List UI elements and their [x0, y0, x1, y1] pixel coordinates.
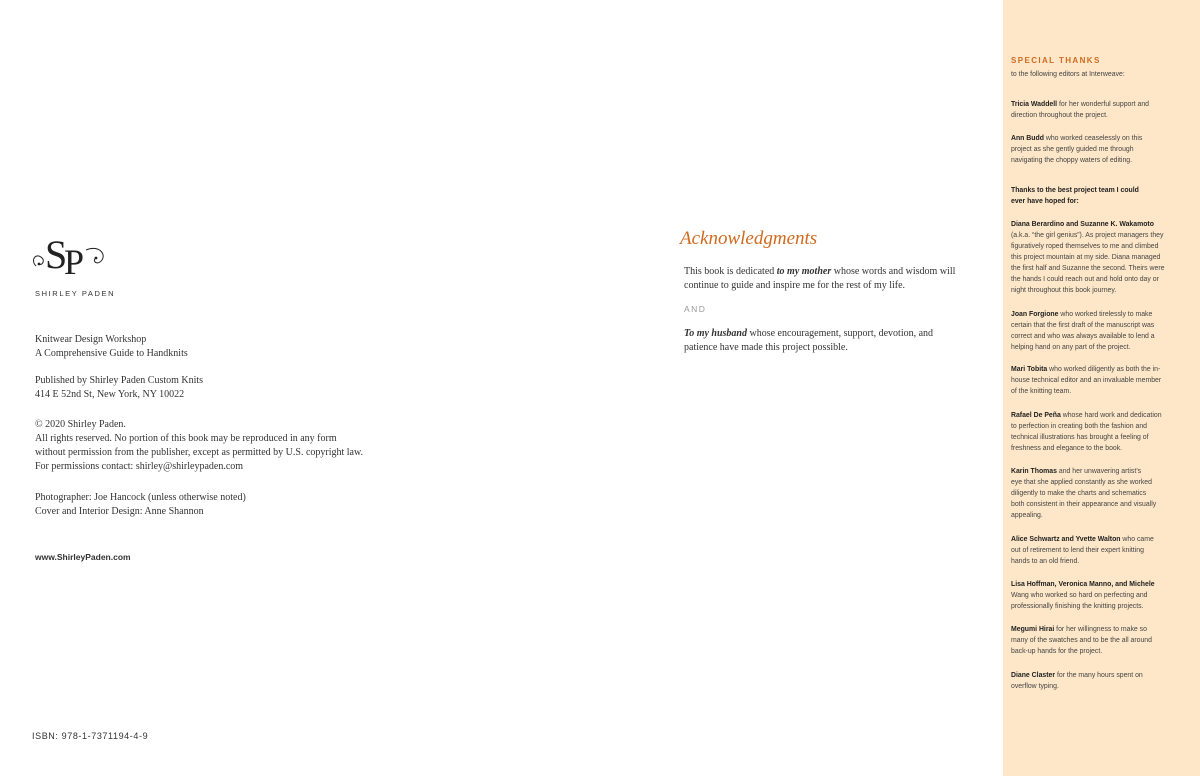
thanks-text: figuratively roped themselves to me and climbed: [1011, 243, 1159, 250]
thanks-name: Joan Forgione: [1011, 311, 1059, 318]
dedication-mother-post: whose words and wisdom will: [831, 266, 956, 277]
thanks-entry-alice-yvette: [1011, 534, 1197, 567]
thanks-entry-diana-suzanne: [1011, 219, 1197, 296]
thanks-entry-rafael: [1011, 410, 1197, 454]
thanks-name: Megumi Hirai: [1011, 626, 1055, 633]
thanks-text: of the knitting team.: [1011, 388, 1072, 395]
logo-name: SHIRLEY PADEN: [35, 289, 116, 298]
thanks-text: Wang who worked so hard on perfecting and: [1011, 592, 1148, 599]
thanks-text: back-up hands for the project.: [1011, 648, 1103, 655]
thanks-text: many of the swatches and to be the all around: [1011, 637, 1152, 644]
thanks-name: Diane Claster: [1011, 672, 1056, 679]
design-credit: Cover and Interior Design: Anne Shannon: [35, 506, 204, 517]
thanks-text: out of retirement to lend their expert knitting: [1011, 547, 1144, 554]
thanks-text: who worked ceaselessly on this: [1043, 135, 1143, 142]
website-link[interactable]: www.ShirleyPaden.com: [35, 552, 131, 562]
copyright-block: [35, 418, 363, 474]
dedication-husband: [684, 327, 933, 355]
thanks-text: eye that she applied constantly as she worked: [1011, 479, 1152, 486]
thanks-entry-diane: [1011, 670, 1197, 692]
thanks-text: navigating the choppy waters of editing.: [1011, 157, 1133, 164]
isbn: ISBN: 978-1-7371194-4-9: [32, 731, 149, 741]
thanks-text: who came: [1120, 536, 1154, 543]
book-subtitle: A Comprehensive Guide to Handknits: [35, 348, 188, 359]
thanks-name: Rafael De Peña: [1011, 412, 1061, 419]
dedication-mother-line2: continue to guide and inspire me for the rest of my life.: [684, 280, 906, 291]
sp-monogram-icon: [30, 230, 110, 282]
thanks-entry-joan: [1011, 309, 1197, 353]
thanks-text: appealing.: [1011, 512, 1043, 519]
publisher: Published by Shirley Paden Custom Knits: [35, 375, 204, 386]
thanks-text: direction throughout the project.: [1011, 112, 1108, 119]
thanks-text: technical illustrations has brought a feeling of: [1011, 434, 1149, 441]
thanks-text: and her unwavering artist’s: [1056, 468, 1142, 475]
dedication-husband-line2: patience have made this project possible.: [684, 342, 848, 353]
thanks-text: for her willingness to make so: [1054, 626, 1147, 633]
thanks-text: whose hard work and dedication: [1060, 412, 1162, 419]
address: 414 E 52nd St, New York, NY 10022: [35, 389, 185, 400]
dedication-mother: [684, 265, 955, 293]
photographer-credit: Photographer: Joe Hancock (unless otherwise noted): [35, 492, 246, 503]
sp-logo: [30, 230, 110, 282]
thanks-name: Alice Schwartz and Yvette Walton: [1011, 536, 1121, 543]
dedication-husband-post: whose encouragement, support, devotion, and: [746, 328, 934, 339]
copyright: © 2020 Shirley Paden.: [35, 419, 126, 430]
thanks-text: freshness and elegance to the book.: [1011, 445, 1123, 452]
thanks-text: who worked diligently as both the in-: [1047, 366, 1161, 373]
thanks-entry-karin: [1011, 466, 1197, 521]
thanks-name: Mari Tobita: [1011, 366, 1048, 373]
thanks-text: diligently to make the charts and schematics: [1011, 490, 1147, 497]
thanks-name: Karin Thomas: [1011, 468, 1057, 475]
svg-text:S: S: [45, 232, 68, 277]
thanks-text: certain that the first draft of the manuscript was: [1011, 322, 1155, 329]
thanks-name: Tricia Waddell: [1011, 101, 1058, 108]
acknowledgments-title: Acknowledgments: [680, 228, 818, 249]
thanks-entry-tricia: [1011, 99, 1197, 121]
thanks-text: the first half and Suzanne the second. Theirs were: [1011, 265, 1165, 272]
thanks-text: this project mountain at my side. Diana managed: [1011, 254, 1161, 261]
thanks-name: Diana Berardino and Suzanne K. Wakamoto: [1011, 221, 1154, 228]
thanks-text: night throughout this book journey.: [1011, 287, 1117, 294]
publisher-block: [35, 374, 203, 402]
thanks-text: correct and who was always available to lend a: [1011, 333, 1155, 340]
and-separator: AND: [684, 304, 707, 314]
thanks-text: who worked tirelessly to make: [1058, 311, 1153, 318]
thanks-text: the hands I could reach out and hold onto day or: [1011, 276, 1159, 283]
thanks-name: Lisa Hoffman, Veronica Manno, and Michele: [1011, 581, 1155, 588]
thanks-name: Ann Budd: [1011, 135, 1044, 142]
rights-line-1: All rights reserved. No portion of this book may be reproduced in any form: [35, 433, 337, 444]
thanks-text: overflow typing.: [1011, 683, 1059, 690]
permissions: For permissions contact: shirley@shirleypaden.com: [35, 461, 244, 472]
thanks-text: for the many hours spent on: [1055, 672, 1143, 679]
thanks-entry-mari: [1011, 364, 1197, 397]
thanks-entry-megumi: [1011, 624, 1197, 657]
special-thanks-intro: to the following editors at Interweave:: [1011, 71, 1125, 78]
dedication-husband-emphasis: To my husband: [684, 328, 747, 339]
thanks-text: hands to an old friend.: [1011, 558, 1080, 565]
thanks-text: (a.k.a. “the girl genius”). As project managers they: [1011, 232, 1164, 239]
thanks-text: professionally finishing the knitting projects.: [1011, 603, 1144, 610]
team-intro: [1011, 185, 1197, 207]
thanks-entry-ann: [1011, 133, 1197, 166]
thanks-text: house technical editor and an invaluable member: [1011, 377, 1162, 384]
thanks-entry-lisa-veronica-michele: [1011, 579, 1197, 612]
credits-block: [35, 491, 246, 519]
thanks-text: helping hand on any part of the project.: [1011, 344, 1131, 351]
rights-line-2: without permission from the publisher, except as permitted by U.S. copyright law.: [35, 447, 364, 458]
dedication-mother-pre: This book is dedicated: [684, 266, 777, 277]
thanks-text: both consistent in their appearance and visually: [1011, 501, 1157, 508]
special-thanks-sidebar: [1003, 0, 1200, 776]
team-intro-line-2: ever have hoped for:: [1011, 198, 1079, 205]
thanks-text: for her wonderful support and: [1057, 101, 1150, 108]
thanks-text: project as she gently guided me through: [1011, 146, 1134, 153]
svg-text:P: P: [64, 242, 85, 282]
thanks-text: to perfection in creating both the fashion and: [1011, 423, 1147, 430]
book-title: Knitwear Design Workshop: [35, 334, 147, 345]
team-intro-line-1: Thanks to the best project team I could: [1011, 187, 1139, 194]
dedication-mother-emphasis: to my mother: [776, 266, 832, 277]
special-thanks-heading: SPECIAL THANKS: [1011, 56, 1101, 65]
book-title-block: [35, 333, 188, 361]
